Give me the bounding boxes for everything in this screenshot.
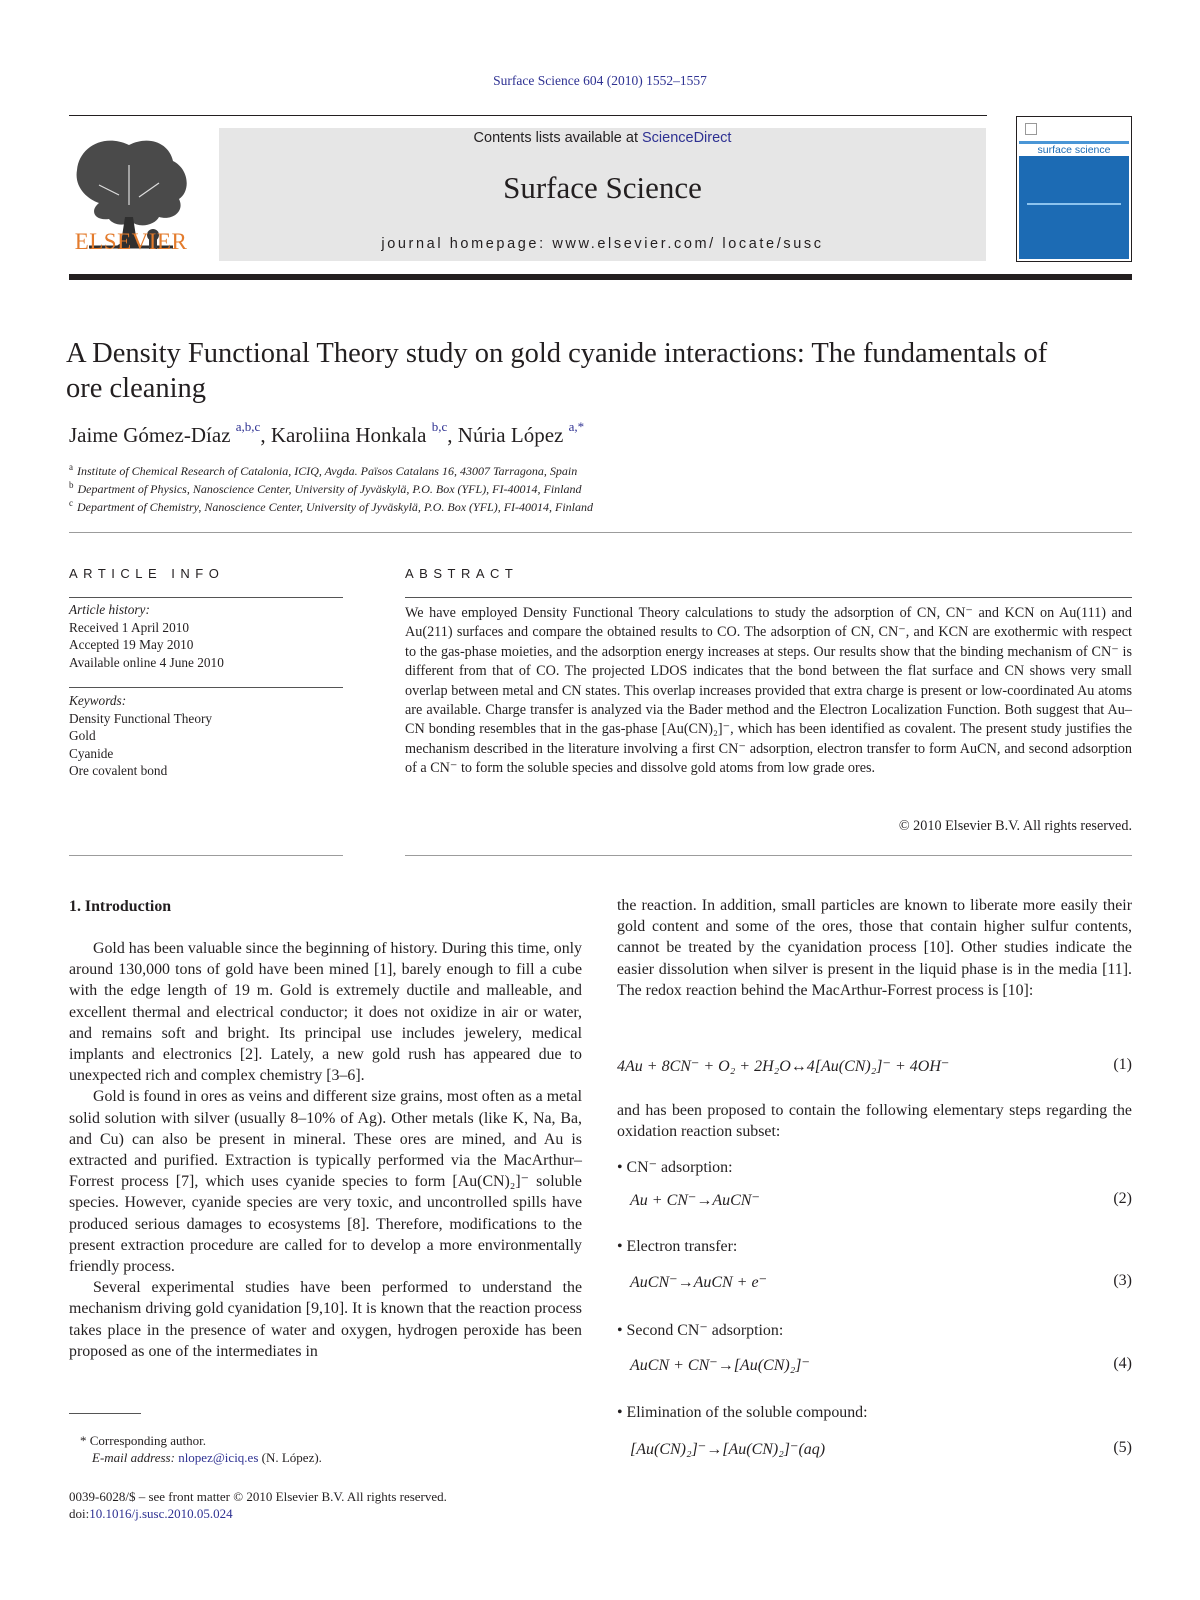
author-name: Jaime Gómez-Díaz <box>69 423 231 447</box>
elsevier-wordmark: ELSEVIER <box>74 229 188 254</box>
author-name: Karoliina Honkala <box>270 423 427 447</box>
cover-background <box>1019 141 1129 259</box>
keyword: Cyanide <box>69 745 114 761</box>
keyword: Gold <box>69 728 96 743</box>
affiliation-c: $^c$ Department of Chemistry, Nanoscience Center, University of Jyväskylä, P.O. Box (YFL), FI-40014, Finland <box>69 498 594 514</box>
journal-cover-thumbnail[interactable] <box>1016 116 1132 262</box>
intro-right-column <box>617 895 1132 1001</box>
abstract-text: We have employed Density Functional Theory calculations to study the adsorption of CN, CN⁻ and KCN on Au(111) and Au(211) surfaces and compare the obtained results to CO. The adsorption of CN, CN⁻, and KCN are exothermic with respect to the gas-phase moieties, and the adsorption energy increases at steps. Our results show that the binding mechanism of CN⁻ is different from that of CO. The projected LDOS indicates that the bond between the flat surface and CN shows very small overlap between metal and CN states. This overlap increases provided that extra charge is present or low-coordinated Au atoms are available. Charge transfer is analyzed via the Bader method and the Electron Localization Function. Both suggest that Au–CN bonding resembles that in the gas-phase [Au(CN)₂]⁻, which has been identified as covalent. The present study justifies the mechanism described in the literature involving a first CN⁻ adsorption, electron transfer to form AuCN, and second adsorption of a CN⁻ to form the soluble species and dissolve gold atoms from low grade ores. <box>405 605 1132 777</box>
corresponding-author-note: * Corresponding author. E-mail address: nlopez@iciq.es (N. López). <box>80 1433 322 1465</box>
doi-link[interactable]: 10.1016/j.susc.2010.05.024 <box>89 1506 233 1521</box>
paragraph: Several experimental studies have been performed to understand the mechanism driving gold cyanidation [9,10]. It is known that the reaction process takes place in the presence of water and oxygen, hydrogen peroxide has been proposed as one of the intermediates in <box>69 1279 582 1360</box>
paragraph: the reaction. In addition, small particles are known to liberate more easily their gold content and some of the ores, those that contain higher sulfur contents, cannot be treated by the cyanidation process [10]. Other studies indicate the easier dissolution when silver is present in the liquid phase is in the media [11]. The redox reaction behind the MacArthur-Forrest process is [10]: <box>617 897 1132 999</box>
intro-left-column <box>69 938 582 1362</box>
keyword: Density Functional Theory <box>69 710 213 726</box>
article-title: A Density Functional Theory study on gold cyanide interactions: The fundamentals of ore cleaning <box>66 338 1048 404</box>
header-rule <box>69 115 987 116</box>
journal-homepage[interactable]: journal homepage: www.elsevier.com/ locate/susc <box>381 236 824 252</box>
step-item: • Electron transfer: <box>617 1238 738 1255</box>
keywords: Keywords: Density Functional Theory Gold Cyanide Ore covalent bond <box>69 692 343 780</box>
step-item: • CN⁻ adsorption: <box>617 1159 733 1176</box>
front-matter: 0039-6028/$ – see front matter © 2010 Elsevier B.V. All rights reserved. doi:10.1016/j.susc.2010.05.024 <box>69 1489 447 1521</box>
journal-title: Surface Science <box>503 170 702 205</box>
author-list: Jaime Gómez-Díaz $^{a,b,c}$, Karoliina Honkala $^{b,c}$, Núria López $^{a,*}$ <box>69 419 585 447</box>
elsevier-logo[interactable] <box>69 125 193 265</box>
cover-title: surface science <box>1017 144 1131 156</box>
step-item: • Second CN⁻ adsorption: <box>617 1322 784 1339</box>
article-history: Article history: Received 1 April 2010 Accepted 19 May 2010 Available online 4 June 2010 <box>69 602 224 670</box>
header-thick-rule <box>69 274 1132 280</box>
contents-line: Contents lists available at ScienceDirect <box>473 130 732 146</box>
paragraph: Gold has been valuable since the beginning of history. During this time, only around 130,000 tons of gold have been mined [1], barely enough to fill a cube with the edge length of 19 m. Gold is extremely ductile and malleable, and excellent thermal and electrical conductor; it does not oxidize in air or water, and remains soft and bright. Its principal use includes jewelery, medical implants and electronics [2]. Lately, a new gold rush has appeared due to unexpected rich and complex chemistry [3–6]. <box>69 940 582 1085</box>
equation-4: AuCN + CN⁻→[Au(CN)₂]⁻ (4) <box>630 1355 1132 1374</box>
cover-logo-icon <box>1025 123 1037 135</box>
title-divider <box>69 532 1132 533</box>
equation-3: AuCN⁻→AuCN + e⁻ (3) <box>630 1272 1132 1291</box>
equation-5: [Au(CN)₂]⁻→[Au(CN)₂]⁻(aq) (5) <box>630 1439 1132 1458</box>
affiliation-b: $^b$ Department of Physics, Nanoscience Center, University of Jyväskylä, P.O. Box (YFL), FI-40014, Finland <box>69 480 582 496</box>
paragraph: Gold is found in ores as veins and different size grains, most often as a metal solid solution with silver (usually 8–10% of Ag). Other metals (like K, Na, Ba, and Cu) can also be present in mineral. These ores are mined, and Au is extracted and purified. Extraction is typically performed via the MacArthur–Forrest process [7], which uses cyanide species to form [Au(CN)₂]⁻ soluble species. However, cyanide species are very toxic, and uncontrolled spills have produced serious damages to ecosystems [8]. Therefore, modifications to the present extraction procedure are called for to develop a more environmentally friendly process. <box>69 1088 582 1276</box>
email-link[interactable]: nlopez@iciq.es <box>178 1450 259 1465</box>
affiliation-a: $^a$ Institute of Chemical Research of Catalonia, ICIQ, Avgda. Països Catalans 16, 43007 Tarragona, Spain <box>69 462 578 478</box>
paragraph: and has been proposed to contain the following elementary steps regarding the oxidation reaction subset: <box>617 1102 1132 1141</box>
journal-banner <box>219 128 986 261</box>
sciencedirect-link[interactable]: ScienceDirect <box>642 130 732 146</box>
abstract-copyright: © 2010 Elsevier B.V. All rights reserved. <box>898 818 1132 834</box>
keyword: Ore covalent bond <box>69 763 168 778</box>
abstract-heading: ABSTRACT <box>405 566 519 581</box>
step-item: • Elimination of the soluble compound: <box>617 1404 868 1421</box>
equation-number: (1) <box>1113 1056 1132 1073</box>
equation-2: Au + CN⁻→AuCN⁻ (2) <box>630 1190 1132 1209</box>
author-name: Núria López <box>457 423 564 447</box>
article-info-heading: ARTICLE INFO <box>69 566 225 581</box>
equation-expression: 4Au + 8CN⁻ + O₂ + 2H₂O↔4[Au(CN)₂]⁻ + 4OH⁻ <box>617 1058 950 1075</box>
author-affiliation-link[interactable]: a,* <box>568 419 585 434</box>
section-heading: 1. Introduction <box>69 898 172 915</box>
author-affiliation-link[interactable]: b,c <box>431 419 448 434</box>
intro-right-column-2 <box>617 1100 1132 1142</box>
journal-citation[interactable]: Surface Science 604 (2010) 1552–1557 <box>493 73 707 88</box>
equation-1 <box>617 1056 1132 1076</box>
author-affiliation-link[interactable]: a,b,c <box>235 419 261 434</box>
